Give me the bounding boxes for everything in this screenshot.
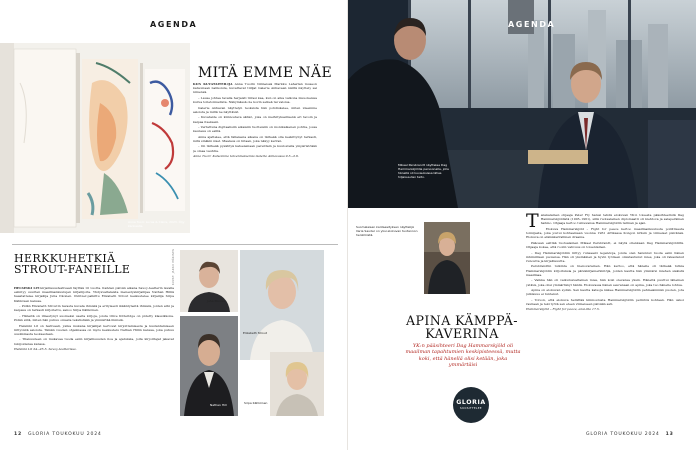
gallery-title: MITÄ EMME NÄE [197, 65, 333, 81]
badge-brand: GLORIA [456, 399, 486, 406]
authors-paragraph: – Tilaisuuteen on mukavaa tuoda esiin kirjallisuuden iloa ja ajatuksia, joita kirjoittajat jakavat lukijoidensa kanssa. [14, 337, 174, 346]
right-page [348, 0, 696, 450]
actor-caption: Mikael Persbrandt näyttelee Dag Hammarskjöldia persoonalla, jolla hänellä oli kuvauksissa lähes hiljaisuuden taito. [398, 163, 449, 179]
film-paragraph: Pääosan esittää ruotsalainen Mikael Persbrandt, ei näytä ollenkaan Dag Hammarskjöldiltä. Ohjaaja kokee, että roolin vahvuus on toisenlainen. [526, 240, 684, 250]
gallery-paragraph: Anna ajattelee, että tällaisena aikana on tärkeää olla keskittynyt tarkasti, mitä sinäkin näet. Maalaus on hitaan, joka näkyy kerran. [193, 134, 317, 143]
film-body [526, 213, 684, 415]
portrait-juha-itkonen [180, 250, 238, 312]
gallery-paragraph: – Vertattuna digitaalisiin aikaisiin tuotteisiin on monikaikenen pohtia, jossa kauneus on esillä. [193, 125, 317, 134]
gallery-body [193, 82, 317, 232]
hero-photo [348, 0, 696, 208]
gallery-paragraph: KUN KUVATAITEILIJA Anna Tuorin tiilineissä Markku Laherlan museon katsomaan nahkoista, kuvattavat tiilijat Galerie Anhavaan näiltä näyttely sai nimensä. [193, 82, 317, 95]
name-label: Elizabeth Strout [243, 331, 267, 335]
portrait-sirpa-kahkonen [270, 352, 324, 416]
drop-cap: T [526, 213, 539, 232]
authors-body [14, 286, 174, 416]
film-paragraph: Apina on elokuvan sydän. Sen kautta katsoja näkee Hammarskjöldin pehmeämmän puolen, jota julkisuus ei tuntenut. [526, 288, 684, 297]
authors-paragraph: Helsinki Lit on festivaali, jonka mukana kirjailijat kertovat kirjoittamisesta ja kustantamiseen liittyvistä asioista. Tämän vuoden ohjelmassa on myös keskustelu Nathan Hillin kanssa, joka puhuu uusimmasta teoksestaan. [14, 323, 174, 336]
authors-paragraph: – Pidän Elizabeth Stroutin tavasta kuvata ihmisiä ja erityisesti ikääntyneitä ihmisiä, joiden arki ja kaipaus on tarkasti kirjoitettu, sanoo Sirpa Kähkönen. [14, 304, 174, 313]
right-folio [586, 432, 680, 437]
portrait-elizabeth-strout [240, 250, 324, 360]
section-label: AGENDA [150, 20, 198, 29]
section-label: AGENDA [508, 20, 556, 29]
film-paragraph: Tanskalainen ohjaaja Peter Fly halusi tehdä elokuvan YK:n toisesta pääsihteeristä Dag Hammarskjöldistä (1905–1961), sillä ruotsalainen diplomaatti oli kiehtova ja salaperäinen hahmo. Ohjaaja kertoo tuntevansa Hammarskjöldin tarinan ja ajan. [526, 213, 684, 232]
publication-name: GLORIA TOUKOKUU 2024 [28, 432, 102, 437]
film-title: APINA KÄMPPÄ- KAVERINA [406, 313, 518, 341]
section-divider [12, 244, 338, 245]
person-image [180, 316, 238, 416]
person-image [270, 352, 324, 416]
film-paragraph: Elokuva Hammarskjöld – Fight for peace kertoo maailmankuulusta poliittisesta toimijasta, joka joutui kohtaamaan vuonna 1961 Afrikassa Kongon kriisin ja viimeiset päivänsä. Elokuva on elämäkerrallinen draama. [526, 226, 684, 240]
film-paragraph: – Vaikka hän oli vaikutusvaltainen mies, hän koki olevansa yksin. Häneltä puuttui läheinen ystävä, joka olisi ymmärtänyt häntä. Elokuvassa hänen seuranaan on apina, joka tuo hänelle lohtua. [526, 278, 684, 287]
film-paragraph: – Dag Hammarskjöldiin liittyy runsaasti legendoja, joista olen halunnut tuoda esiin hänen inhimillisen puolensa. Hän oli yksinäinen ja hyvin työlleen omistautunut mies, joka oli rakastanut runoutta ja kirjallisuutta. [526, 250, 684, 263]
name-label: Juha Itkonen [207, 299, 226, 303]
photo-credit: KUVAT: JARNO MÄKINEN [172, 248, 175, 285]
person-image [424, 222, 470, 294]
painting-image [0, 43, 190, 233]
film-paragraph: – Toivon, että elokuva herättää kiinnostusta Hammarskjöldin perintöä kohtaan. Hän uskoi rauhaan ja teki työtä sen eteen viimeiseen päivään asti. [526, 297, 684, 306]
gallery-paragraph: – Kuvataide on kiinnostava sähkö, joka on merkityksellisenä eri tavoin ja kaipaa itsekseni. [193, 115, 317, 124]
artwork-photo [0, 43, 190, 233]
gallery-lead-in: KUN KUVATAITEILIJA [193, 82, 233, 86]
page-number: 13 [665, 432, 674, 437]
side-caption: Suomalaisen kantaesityksen näyttelijä Ilaria Sauder on yksi elokuvan tuotannon henkilöistä. [356, 225, 418, 237]
authors-lead-in: HELSINKI LIT [14, 286, 40, 290]
person-image [240, 250, 324, 360]
recommends-badge [453, 387, 489, 423]
small-still-photo [424, 222, 470, 294]
name-label: Nathan Hill [210, 403, 227, 407]
gallery-paragraph: Galerie Anhavan näyttelyn teoksista hän pohdiskelee, miten ideemme asioista ja miltä ne näyttävät. [193, 105, 317, 114]
left-folio [14, 432, 102, 437]
gallery-paragraph: – Lause johtaa tavalla herjaisti tiirasi kaa, kun on aika valkona muuokeissa kurua toiletoimadista. Näkymässä ole kovin selkeä tai valoisa. [193, 95, 317, 105]
badge-text: SUOSITTELEE [460, 407, 482, 410]
page-number: 12 [14, 432, 22, 437]
film-deck: YK:n pääsihteeri Dag Hammarskjöld oli maailman tapahtumien keskipisteessä, mutta koki, että hänellä olisi ketään, joka ymmärtäisi [405, 343, 521, 368]
authors-title: HERKKUHETKIÄ STROUT-FANEILLE [14, 252, 131, 277]
film-paragraph: Persbrandtin tulkinta on hienovarainen. Hän kertoo, että hänelle oli tärkeää tutkia Hammarskjöldin kirjoituksia ja päiväkirjamerkintöjä, joiden kautta hän ymmärsi miehen sisäistä maailmaa. [526, 264, 684, 277]
publication-name: GLORIA TOUKOKUU 2024 [586, 432, 660, 437]
name-label: Sirpa Kähkönen [244, 401, 268, 405]
gallery-paragraph: – On tärkeää pysähtyä katselemaan pareittain ja kuulostella ympäristöään ja omaa vauhtia. [193, 144, 317, 153]
authors-info: Helsinki Lit 24.–25.5. Savoy-teatterissa. [14, 347, 77, 352]
film-info: Hammarskjöld – Fight for peace, ensi-ilta 17.5. [526, 307, 600, 312]
gallery-info: Anna Tuori: Katsomme talvenmaisemia Galerie Anhavassa 9.5.–2.6. [193, 154, 300, 159]
portrait-nathan-hill [180, 316, 238, 416]
authors-paragraph: HELSINKI LIT-kirjallisuusfestivaali täyttää 10 vuotta. Kahden päivän aikana Savoy-teatterin lavalla esiintyy suurten maailmankuulujen kirjailijoita. Yhdysvaltalaista menestyskirjailijaa Nathan Hilliä haastattelee kirjailija Juha Itkonen. Pulitzer-palkittu Elizabeth Strout keskustelee kirjailija Sirpa Kähkösen kanssa. [14, 286, 174, 303]
authors-paragraph: – Häneltä on ilmestynyt suomeksi useita kirjoja, joista Olive Kitteridge on pidetty klassikkona. Pidän siitä, miten hän puhuu omasta tekstistään ja ymmärtää ihmisiä. [14, 313, 174, 323]
artwork-caption: Anna Tuori: Lucas & Claire, 2023. Öljy kankaalle. [128, 220, 185, 228]
